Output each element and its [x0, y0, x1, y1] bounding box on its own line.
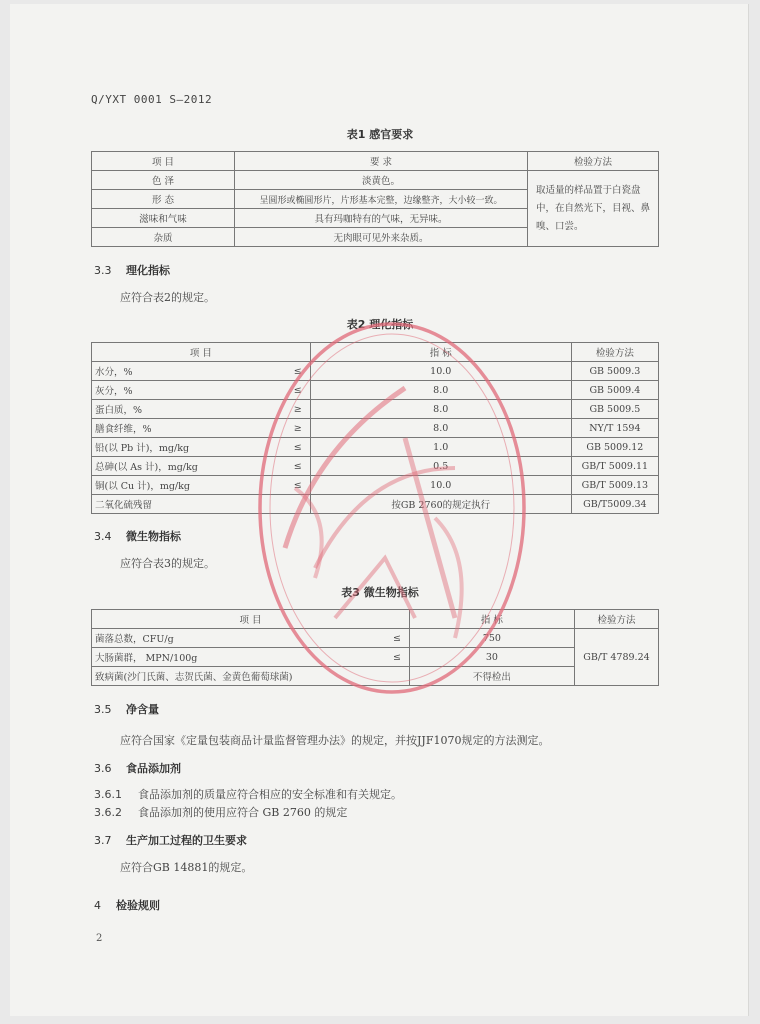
- table-row: [92, 171, 659, 190]
- table2-value: 8.0: [310, 400, 571, 419]
- table2-sym: ≤: [281, 438, 310, 457]
- section-3-4: [94, 528, 181, 544]
- table2-value: 8.0: [310, 381, 571, 400]
- section-3-6: [94, 760, 181, 776]
- table2-method: GB 5009.3: [571, 362, 658, 381]
- table-row: [92, 648, 659, 667]
- table1-header-item: 项 目: [92, 152, 235, 171]
- table2-value: 8.0: [310, 419, 571, 438]
- table3-item: 致病菌(沙门氏菌、志贺氏菌、金黄色葡萄球菌): [92, 667, 410, 686]
- section-3-7: [94, 832, 247, 848]
- section-3-5-text: 应符合国家《定量包装商品计量监督管理办法》的规定，并按JJF1070规定的方法测定。: [120, 734, 550, 747]
- section-3-4-text: 应符合表3的规定。: [120, 557, 215, 570]
- table-row: [92, 476, 659, 495]
- table3-header-method: 检验方法: [574, 610, 658, 629]
- section-number: 3.7: [94, 834, 112, 847]
- clause-number: 3.6.1: [94, 788, 122, 801]
- table2-sym: ≥: [281, 400, 310, 419]
- table2-method: NY/T 1594: [571, 419, 658, 438]
- table-row: [92, 381, 659, 400]
- table3-sym: ≤: [367, 629, 410, 648]
- table2-method: GB/T5009.34: [571, 495, 658, 514]
- table3: [91, 609, 659, 686]
- section-title: 理化指标: [126, 264, 170, 277]
- table1-req: 无肉眼可见外来杂质。: [235, 228, 528, 247]
- table2-sym: ≤: [281, 457, 310, 476]
- standard-code: Q/YXT 0001 S—2012: [91, 93, 213, 106]
- table1-method: 取适量的样品置于白瓷盘中，在自然光下，目视、鼻嗅、口尝。: [528, 171, 659, 247]
- table3-caption: 表3 微生物指标: [341, 586, 419, 599]
- table2-method: GB 5009.12: [571, 438, 658, 457]
- section-number: 3.5: [94, 703, 112, 716]
- table2-item: 灰分，%: [92, 381, 281, 400]
- table2-value: 10.0: [310, 476, 571, 495]
- table1-item: 杂质: [92, 228, 235, 247]
- table-row: [92, 457, 659, 476]
- table1-item: 色 泽: [92, 171, 235, 190]
- table1-item: 形 态: [92, 190, 235, 209]
- table2-item: 铅(以 Pb 计)，mg/kg: [92, 438, 281, 457]
- table2-value: 10.0: [310, 362, 571, 381]
- section-3-3: [94, 262, 170, 278]
- table2-item: 二氧化硫残留: [92, 495, 311, 514]
- table-row: [92, 362, 659, 381]
- table2-item: 膳食纤维，%: [92, 419, 281, 438]
- table-row: [92, 667, 659, 686]
- table3-header-item: 项 目: [92, 610, 410, 629]
- table2-item: 总砷(以 As 计)，mg/kg: [92, 457, 281, 476]
- table3-value: 不得检出: [409, 667, 574, 686]
- clause-text: 食品添加剂的使用应符合 GB 2760 的规定: [138, 806, 348, 819]
- section-title: 检验规则: [116, 899, 160, 912]
- section-number: 3.4: [94, 530, 112, 543]
- table1-item: 滋味和气味: [92, 209, 235, 228]
- table2-header-value: 指 标: [310, 343, 571, 362]
- table-row: [92, 400, 659, 419]
- table3-value: 30: [409, 648, 574, 667]
- table1-req: 呈圆形或椭圆形片，片形基本完整，边缘整齐，大小较一致。: [235, 190, 528, 209]
- table3-sym: ≤: [367, 648, 410, 667]
- table2-method: GB/T 5009.13: [571, 476, 658, 495]
- table3-value: 750: [409, 629, 574, 648]
- section-3-7-text: 应符合GB 14881的规定。: [120, 861, 253, 874]
- section-number: 4: [94, 899, 101, 912]
- table1-req: 淡黄色。: [235, 171, 528, 190]
- table-row: [92, 438, 659, 457]
- table2-header-item: 项 目: [92, 343, 311, 362]
- table2-value: 1.0: [310, 438, 571, 457]
- section-number: 3.6: [94, 762, 112, 775]
- table2-value: 0.5: [310, 457, 571, 476]
- table1-req: 具有玛咖特有的气味，无异味。: [235, 209, 528, 228]
- clause-number: 3.6.2: [94, 806, 122, 819]
- table2: [91, 342, 659, 514]
- table2-item: 铜(以 Cu 计)，mg/kg: [92, 476, 281, 495]
- table-row: [92, 419, 659, 438]
- section-title: 净含量: [126, 703, 159, 716]
- table2-caption: 表2 理化指标: [346, 318, 414, 331]
- section-title: 生产加工过程的卫生要求: [126, 834, 247, 847]
- table2-sym: ≤: [281, 381, 310, 400]
- clause-3-6-1: [94, 786, 402, 802]
- table2-method: GB 5009.5: [571, 400, 658, 419]
- clause-text: 食品添加剂的质量应符合相应的安全标准和有关规定。: [138, 788, 402, 801]
- table1-header-method: 检验方法: [528, 152, 659, 171]
- section-number: 3.3: [94, 264, 112, 277]
- table-row: [92, 495, 659, 514]
- table2-value: 按GB 2760的规定执行: [310, 495, 571, 514]
- table2-sym: ≥: [281, 419, 310, 438]
- table2-item: 水分，%: [92, 362, 281, 381]
- table2-sym: ≤: [281, 362, 310, 381]
- table1: [91, 151, 659, 247]
- section-3-3-text: 应符合表2的规定。: [120, 291, 215, 304]
- table2-method: GB 5009.4: [571, 381, 658, 400]
- table2-header-method: 检验方法: [571, 343, 658, 362]
- table1-header-req: 要 求: [235, 152, 528, 171]
- section-title: 微生物指标: [126, 530, 181, 543]
- table3-item: 菌落总数，CFU/g: [92, 629, 367, 648]
- table2-item: 蛋白质，%: [92, 400, 281, 419]
- table2-method: GB/T 5009.11: [571, 457, 658, 476]
- table3-header-value: 指 标: [409, 610, 574, 629]
- section-3-5: [94, 701, 159, 717]
- section-4: [94, 897, 160, 913]
- table3-method: GB/T 4789.24: [574, 629, 658, 686]
- section-title: 食品添加剂: [126, 762, 181, 775]
- clause-3-6-2: [94, 804, 347, 820]
- table1-caption: 表1 感官要求: [346, 128, 414, 141]
- table2-sym: ≤: [281, 476, 310, 495]
- table3-item: 大肠菌群， MPN/100g: [92, 648, 367, 667]
- page-number: 2: [96, 933, 103, 944]
- table-row: [92, 629, 659, 648]
